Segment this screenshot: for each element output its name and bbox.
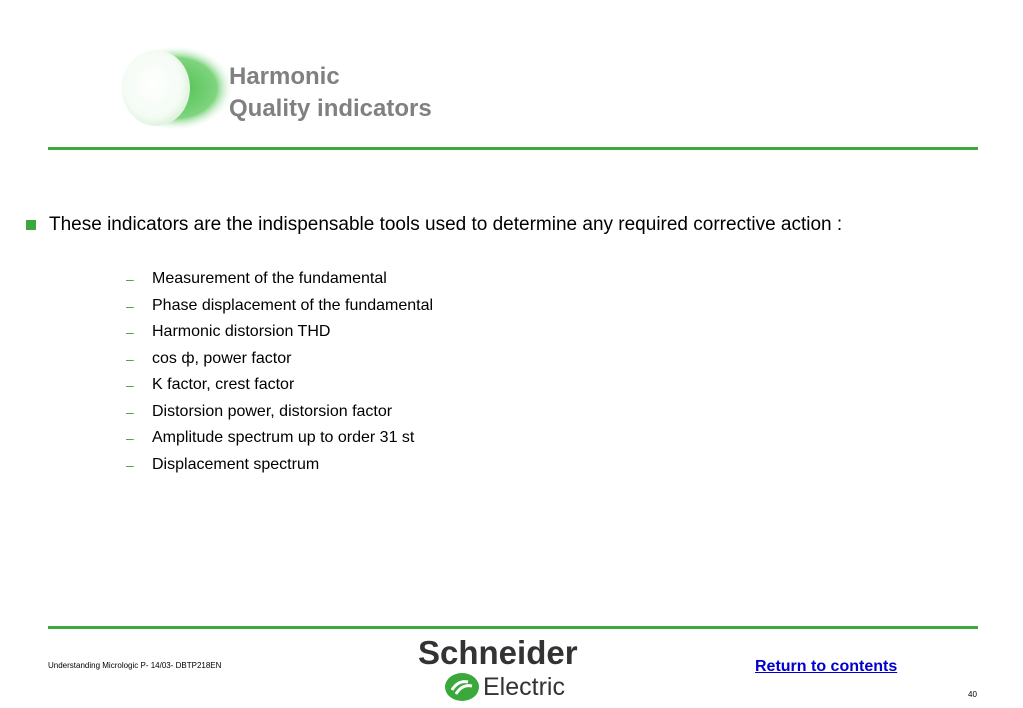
list-item (126, 399, 433, 426)
bottom-divider (48, 626, 978, 629)
list-item-text: Distorsion power, distorsion factor (152, 402, 393, 420)
list-item-text: Harmonic distorsion THD (152, 323, 331, 341)
brand-line-1: Schneider (418, 634, 578, 671)
dash-bullet-icon: – (126, 324, 134, 341)
indicator-list (126, 266, 433, 478)
dash-bullet-icon: – (126, 297, 134, 314)
list-item (126, 293, 433, 320)
list-item-text: Measurement of the fundamental (152, 270, 387, 288)
dash-bullet-icon: – (126, 430, 134, 447)
decorative-green-orb-icon (112, 44, 234, 132)
main-bullet-text: These indicators are the indispensable tools used to determine any required corrective action : (49, 214, 843, 235)
list-item (126, 346, 433, 373)
dash-bullet-icon: – (126, 403, 134, 420)
list-item (126, 425, 433, 452)
schneider-electric-logo (412, 632, 592, 708)
title-line-2: Quality indicators (229, 95, 432, 122)
list-item-text: Amplitude spectrum up to order 31 st (152, 429, 415, 447)
page-title (229, 61, 432, 125)
main-bullet (26, 214, 842, 236)
dash-bullet-icon: – (126, 271, 134, 288)
dash-bullet-icon: – (126, 456, 134, 473)
list-item-text: Displacement spectrum (152, 455, 320, 473)
brand-line-2: Electric (483, 673, 565, 701)
brand-mark-icon (445, 673, 479, 701)
list-item (126, 266, 433, 293)
list-item-text: cos ф, power factor (152, 349, 292, 367)
list-item (126, 319, 433, 346)
list-item-text: Phase displacement of the fundamental (152, 296, 434, 314)
list-item-text: K factor, crest factor (152, 376, 295, 394)
top-divider (48, 147, 978, 150)
square-bullet-icon (26, 220, 36, 230)
list-item (126, 452, 433, 479)
document-reference: Understanding Micrologic P- 14/03- DBTP218EN (48, 661, 222, 670)
return-to-contents-link[interactable]: Return to contents (755, 658, 898, 675)
list-item (126, 372, 433, 399)
page-number: 40 (968, 690, 977, 699)
title-line-1: Harmonic (229, 63, 340, 90)
dash-bullet-icon: – (126, 377, 134, 394)
dash-bullet-icon: – (126, 350, 134, 367)
